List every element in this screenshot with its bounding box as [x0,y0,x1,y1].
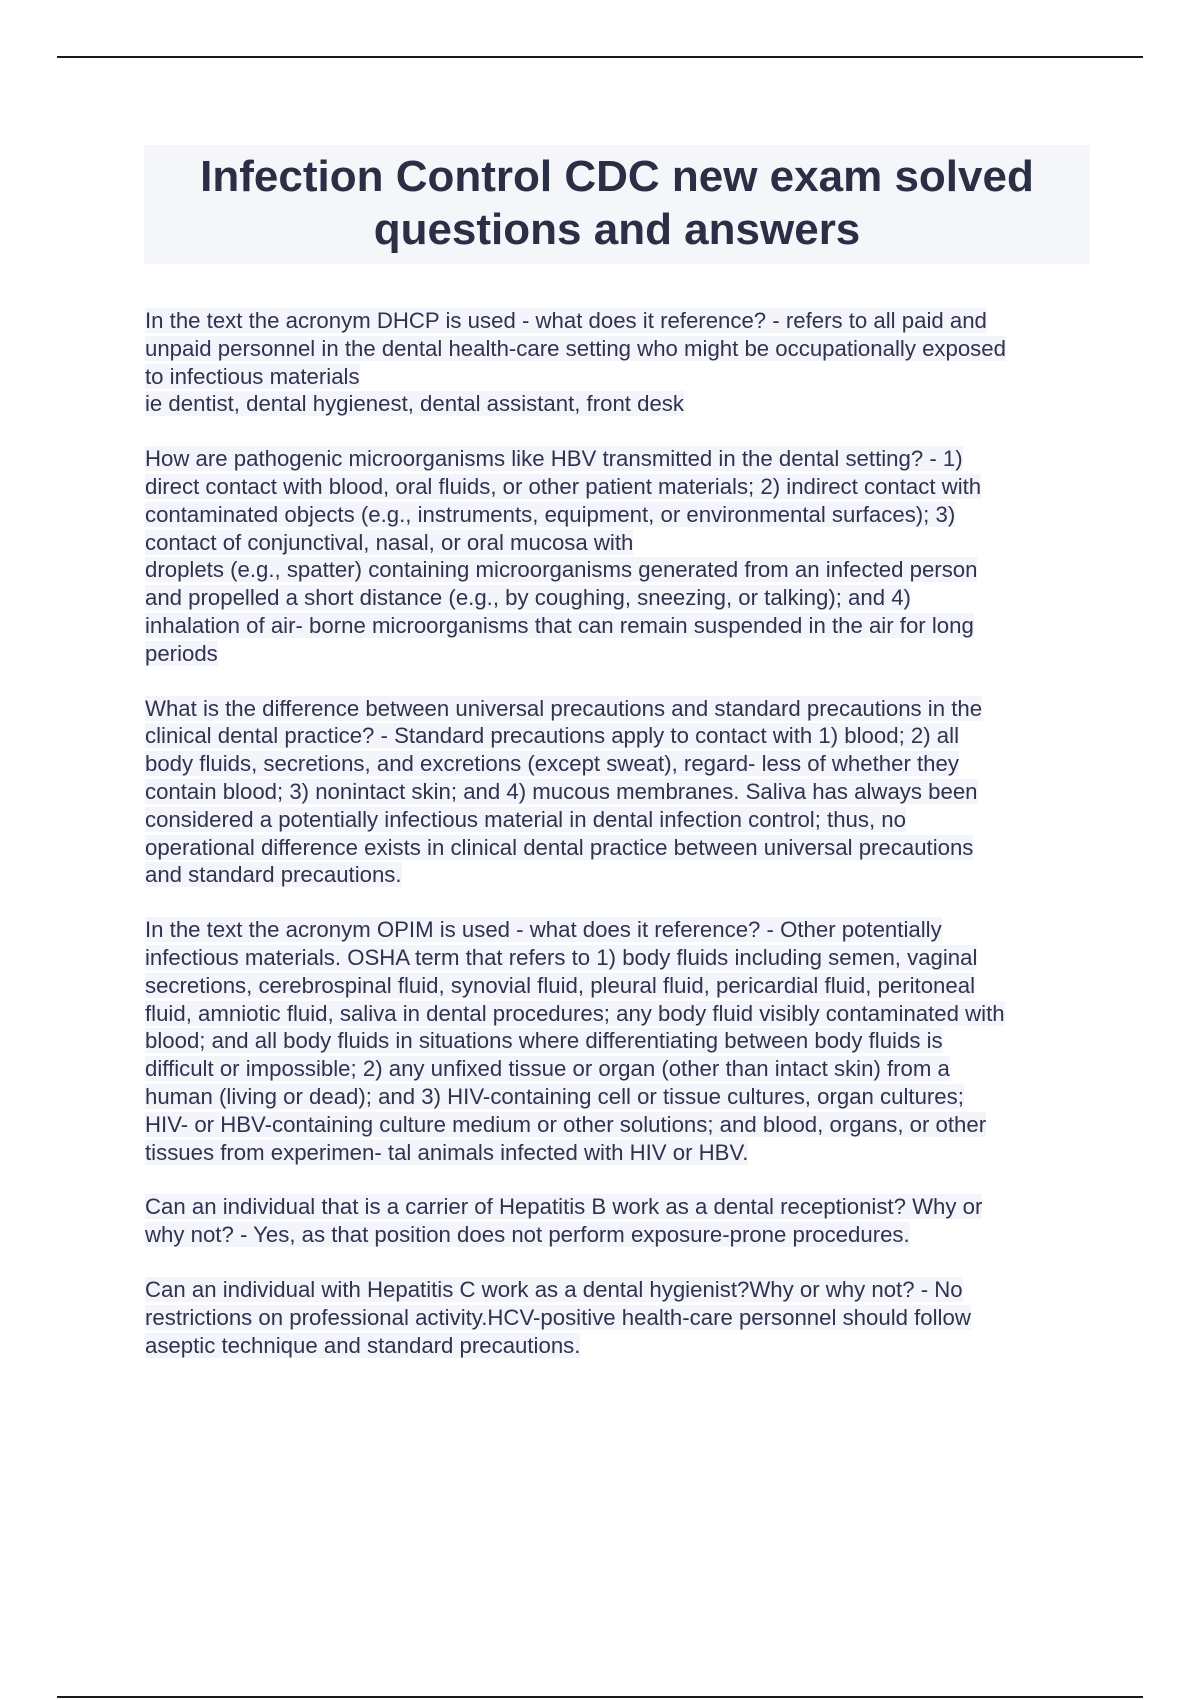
title-block [144,145,1090,264]
qa-text-line: to infectious materials [145,363,360,389]
qa-text-line: contact of conjunctival, nasal, or oral mucosa with [145,529,634,555]
qa-text-line: operational difference exists in clinical dental practice between universal precautions [145,834,974,860]
qa-text-line: In the text the acronym DHCP is used - what does it reference? - refers to all paid and [145,308,987,333]
qa-text-line: and standard precautions. [145,862,402,888]
qa-text-line: ie dentist, dental hygienest, dental assistant, front desk [145,391,684,417]
qa-item-dhcp [145,307,1095,418]
qa-text-line: infectious materials. OSHA term that refers to 1) body fluids including semen, vaginal [145,944,978,970]
qa-text-line: why not? - Yes, as that position does not perform exposure-prone procedures. [145,1222,910,1248]
bottom-rule [57,1696,1143,1698]
qa-text-line: contain blood; 3) nonintact skin; and 4) mucous membranes. Saliva has always been [145,778,978,804]
qa-text-line: inhalation of air- borne microorganisms that can remain suspended in the air for long [145,612,974,638]
qa-text-line: HIV- or HBV-containing culture medium or other solutions; and blood, organs, or other [145,1111,987,1137]
qa-text-line: How are pathogenic microorganisms like HBV transmitted in the dental setting? - 1) [145,446,963,472]
qa-text-line: blood; and all body fluids in situations where differentiating between body fluids is [145,1028,943,1054]
qa-text-line: considered a potentially infectious material in dental infection control; thus, no [145,806,906,832]
qa-item-precautions [145,695,1095,890]
qa-text-line: tissues from experimen- tal animals infected with HIV or HBV. [145,1139,749,1165]
qa-text-line: fluid, amniotic fluid, saliva in dental procedures; any body fluid visibly contaminated with [145,1000,1005,1026]
qa-item-hbv-transmission [145,445,1095,667]
title-line: Infection Control CDC new exam solved [200,152,1034,201]
qa-item-opim [145,916,1095,1166]
qa-text-line: Can an individual that is a carrier of Hepatitis B work as a dental receptionist? Why or [145,1194,983,1220]
qa-text-line: contaminated objects (e.g., instruments, equipment, or environmental surfaces); 3) [145,501,956,527]
qa-text-line: unpaid personnel in the dental health-care setting who might be occupationally exposed [145,335,1006,361]
qa-text-line: and propelled a short distance (e.g., by coughing, sneezing, or talking); and 4) [145,585,911,611]
qa-text-line: body fluids, secretions, and excretions (except sweat), regard- less of whether they [145,751,959,777]
document-title [144,150,1090,256]
qa-text-line: aseptic technique and standard precautions. [145,1332,581,1358]
qa-item-hepatitis-c [145,1276,1095,1359]
qa-text-line: human (living or dead); and 3) HIV-containing cell or tissue cultures, organ cultures; [145,1083,964,1109]
qa-text-line: clinical dental practice? - Standard precautions apply to contact with 1) blood; 2) all [145,723,959,749]
qa-text-line: restrictions on professional activity.HCV-positive health-care personnel should follow [145,1304,971,1330]
qa-text-line: droplets (e.g., spatter) containing microorganisms generated from an infected person [145,557,978,583]
top-rule [57,56,1143,58]
qa-text-line: In the text the acronym OPIM is used - what does it reference? - Other potentially [145,917,942,943]
qa-text-line: direct contact with blood, oral fluids, or other patient materials; 2) indirect contact with [145,473,982,499]
qa-text-line: difficult or impossible; 2) any unfixed tissue or organ (other than intact skin) from a [145,1056,950,1082]
qa-text-line: secretions, cerebrospinal fluid, synovial fluid, pleural fluid, pericardial fluid, peritoneal [145,972,976,998]
title-line: questions and answers [373,205,861,254]
qa-text-line: What is the difference between universal precautions and standard precautions in the [145,695,983,721]
qa-list [145,307,1095,1386]
qa-text-line: periods [145,640,218,666]
qa-item-hepatitis-b [145,1193,1095,1249]
qa-text-line: Can an individual with Hepatitis C work as a dental hygienist?Why or why not? - No [145,1276,963,1302]
